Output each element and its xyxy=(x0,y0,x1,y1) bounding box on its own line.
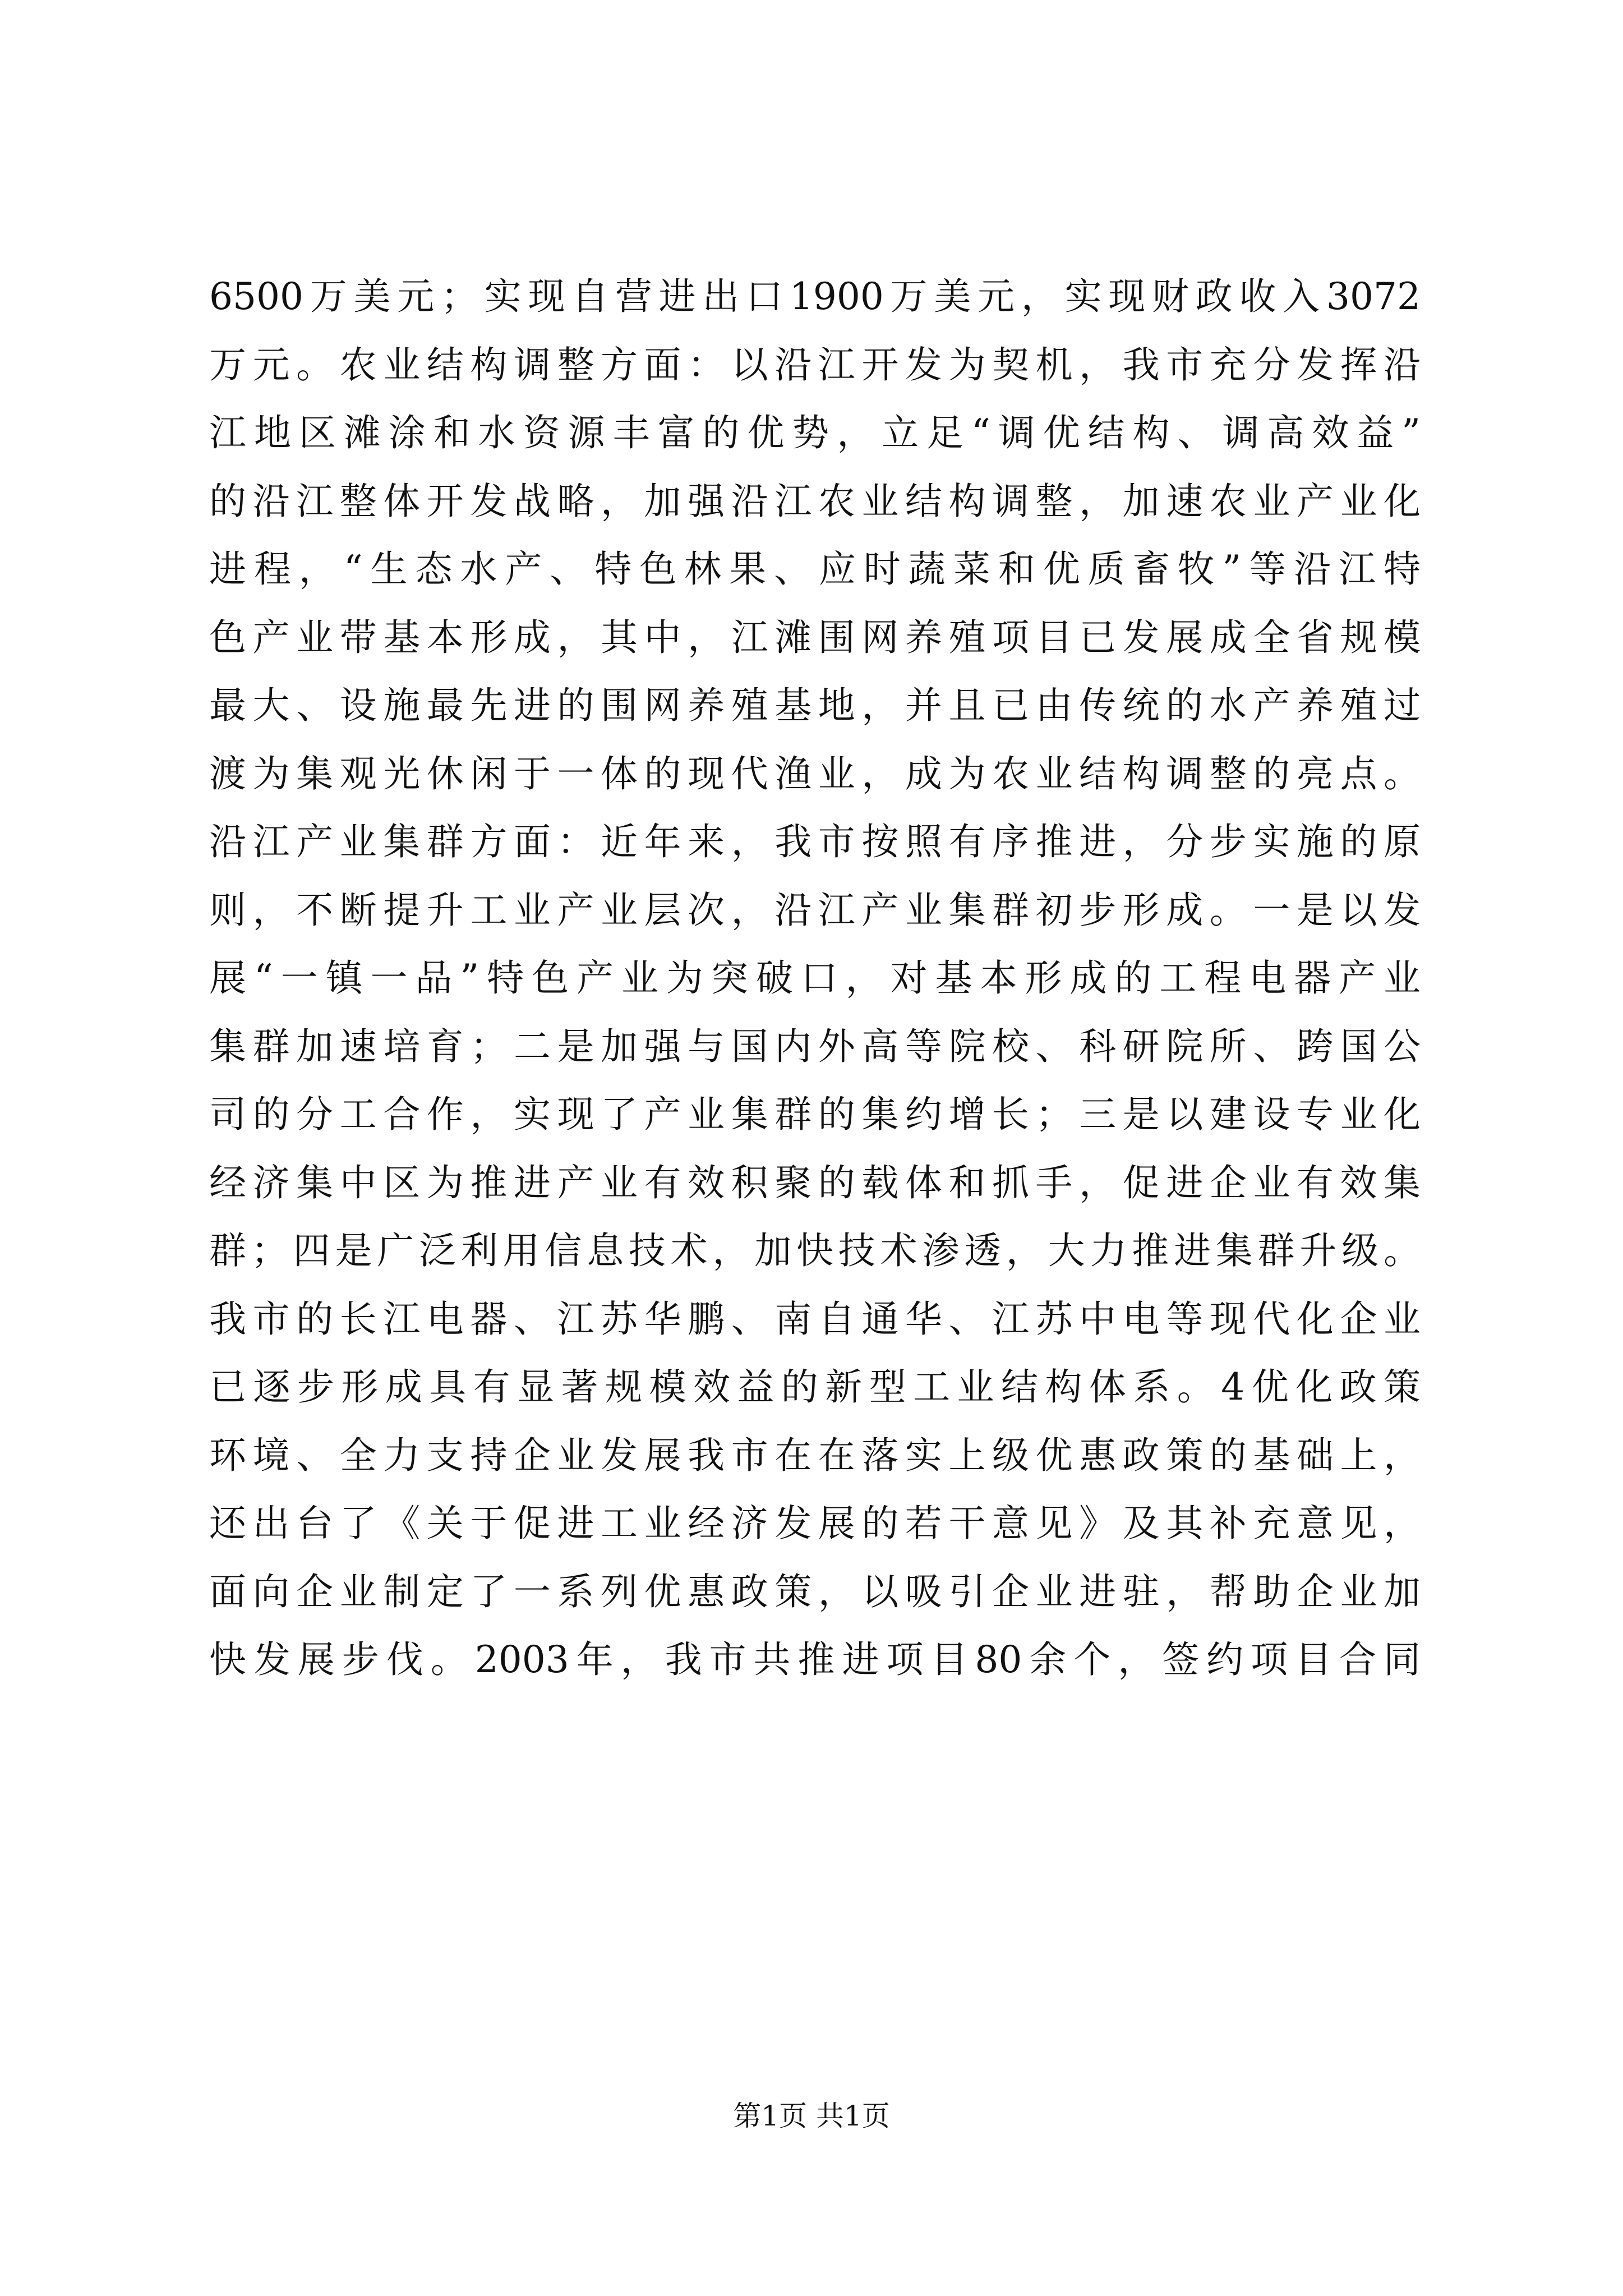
text-line-3: 江地区滩涂和水资源丰富的优势，立足“调优结构、调高效益” xyxy=(209,411,1421,454)
text-line-4: 的沿江整体开发战略，加强沿江农业结构调整，加速农业产业化 xyxy=(209,479,1421,523)
text-line-2: 万元。农业结构调整方面：以沿江开发为契机，我市充分发挥沿 xyxy=(209,343,1421,386)
text-line-10: 则，不断提升工业产业层次，沿江产业集群初步形成。一是以发 xyxy=(209,888,1421,932)
text-line-21: 快发展步伐。2003年，我市共推进项目80余个，签约项目合同 xyxy=(209,1638,1421,1681)
text-line-11: 展“一镇一品”特色产业为突破口，对基本形成的工程电器产业 xyxy=(209,956,1421,1000)
text-line-14: 经济集中区为推进产业有效积聚的载体和抓手，促进企业有效集 xyxy=(209,1161,1421,1204)
page-footer: 第1页 共1页 xyxy=(733,2100,890,2132)
text-line-17: 已逐步形成具有显著规模效益的新型工业结构体系。4优化政策 xyxy=(209,1365,1421,1409)
text-line-16: 我市的长江电器、江苏华鹏、南自通华、江苏中电等现代化企业 xyxy=(209,1297,1421,1341)
text-line-8: 渡为集观光休闲于一体的现代渔业，成为农业结构调整的亮点。 xyxy=(209,752,1421,795)
text-line-15: 群；四是广泛利用信息技术，加快技术渗透，大力推进集群升级。 xyxy=(209,1229,1421,1272)
text-line-18: 环境、全力支持企业发展我市在在落实上级优惠政策的基础上， xyxy=(209,1433,1421,1477)
body-text xyxy=(209,263,1421,1694)
text-line-9: 沿江产业集群方面：近年来，我市按照有序推进，分步实施的原 xyxy=(209,820,1421,863)
text-line-5: 进程，“生态水产、特色林果、应时蔬菜和优质畜牧”等沿江特 xyxy=(209,547,1421,591)
text-line-19: 还出台了《关于促进工业经济发展的若干意见》及其补充意见， xyxy=(209,1502,1421,1545)
text-line-12: 集群加速培育；二是加强与国内外高等院校、科研院所、跨国公 xyxy=(209,1024,1421,1068)
text-line-1: 6500万美元；实现自营进出口1900万美元，实现财政收入3072 xyxy=(209,275,1421,318)
text-line-6: 色产业带基本形成，其中，江滩围网养殖项目已发展成全省规模 xyxy=(209,615,1421,659)
text-line-20: 面向企业制定了一系列优惠政策，以吸引企业进驻，帮助企业加 xyxy=(209,1570,1421,1613)
text-line-13: 司的分工合作，实现了产业集群的集约增长；三是以建设专业化 xyxy=(209,1093,1421,1136)
text-line-7: 最大、设施最先进的围网养殖基地，并且已由传统的水产养殖过 xyxy=(209,684,1421,727)
